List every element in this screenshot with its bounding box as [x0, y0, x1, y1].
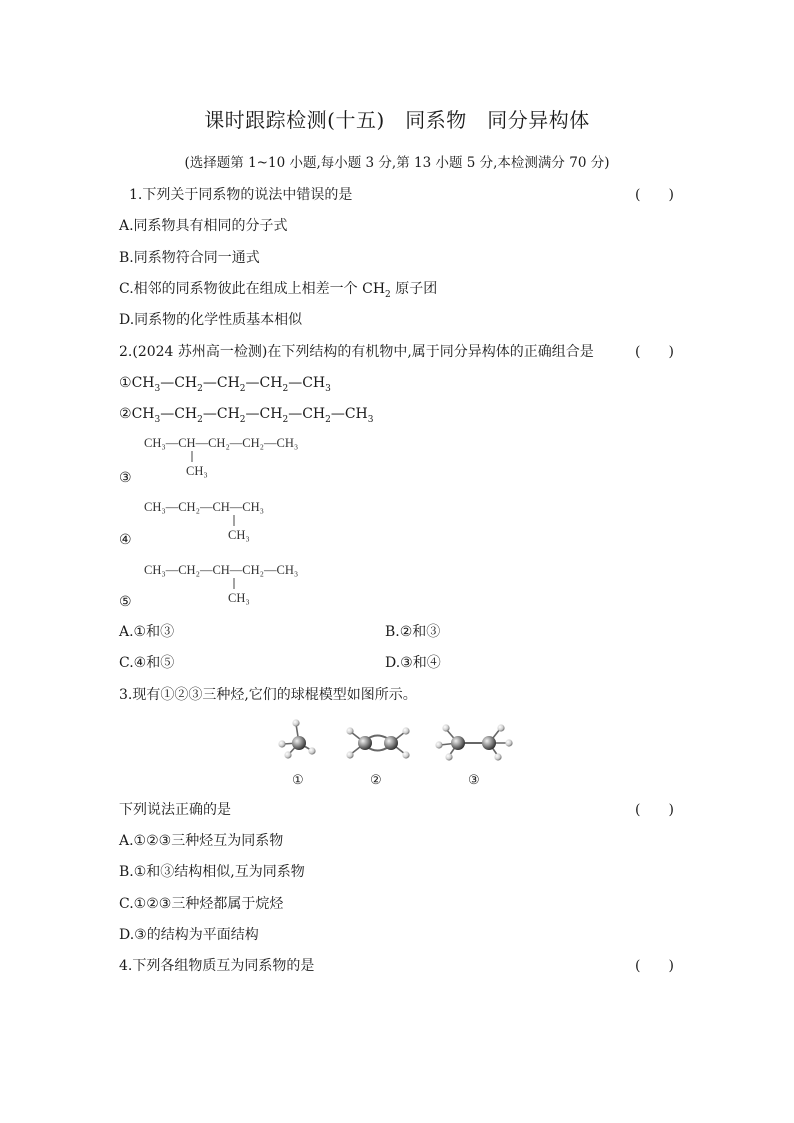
ball-and-stick-models [270, 714, 530, 790]
q2-structure-2: $②CH_3—CH_2—CH_2—CH_2—CH_2—CH_3$ [119, 406, 374, 425]
q3-answer-blank[interactable]: ( ) [635, 802, 674, 818]
structure-3-main-chain: CH₃—CH—CH₂—CH₂—CH₃ [144, 436, 299, 450]
q4-answer-blank[interactable]: ( ) [635, 958, 674, 974]
q2-stem: 2.(2024 苏州高一检测)在下列结构的有机物中,属于同分异构体的正确组合是 [119, 344, 594, 360]
q3-option-a: A.①②③三种烃互为同系物 [119, 833, 284, 849]
q3-option-c: C.①②③三种烃都属于烷烃 [119, 896, 284, 912]
q1-answer-blank[interactable]: ( ) [635, 187, 674, 203]
ethane-model [435, 724, 512, 760]
q2-option-d: D.③和④ [385, 655, 441, 671]
q1-option-c: C.相邻的同系物彼此在组成上相差一个 $CH_2$ 原子团 [119, 281, 438, 300]
q2-answer-blank[interactable]: ( ) [635, 344, 674, 360]
q1-option-a: A.同系物具有相同的分子式 [119, 218, 288, 234]
q2-option-a: A.①和③ [119, 624, 175, 640]
structure-4-branch: CH₃ [228, 528, 250, 542]
q2-structure-4-number: ④ [119, 532, 132, 548]
q1-stem: 1.下列关于同系物的说法中错误的是 [129, 187, 353, 203]
model-3-label: ③ [468, 772, 480, 787]
q3-option-b: B.①和③结构相似,互为同系物 [119, 864, 305, 880]
structure-3-branch: CH₃ [186, 464, 208, 478]
q2-structure-3-number: ③ [119, 470, 132, 486]
q1-option-b: B.同系物符合同一通式 [119, 250, 260, 266]
q2-structure-1: $①CH_3—CH_2—CH_2—CH_2—CH_3$ [119, 375, 331, 394]
model-2-label: ② [370, 772, 382, 787]
structure-5-main-chain: CH₃—CH₂—CH—CH₂—CH₃ [144, 563, 299, 577]
model-1-label: ① [292, 772, 304, 787]
page-subtitle: (选择题第 1~10 小题,每小题 3 分,第 13 小题 5 分,本检测满分 70 分) [184, 155, 610, 171]
q2-option-b: B.②和③ [385, 624, 441, 640]
structure-4-main-chain: CH₃—CH₂—CH—CH₃ [144, 500, 265, 514]
ethylene-model [346, 727, 409, 758]
q4-stem: 4.下列各组物质互为同系物的是 [119, 958, 315, 974]
structure-5-branch: CH₃ [228, 591, 250, 605]
q2-structure-4-formula [140, 494, 340, 544]
q2-structure-3-formula [140, 430, 360, 480]
q2-option-c: C.④和⑤ [119, 655, 175, 671]
methane-model [278, 719, 315, 758]
q3-stem: 3.现有①②③三种烃,它们的球棍模型如图所示。 [119, 687, 417, 703]
page-title: 课时跟踪检测(十五) 同系物 同分异构体 [204, 108, 590, 132]
q2-structure-5-number: ⑤ [119, 594, 132, 610]
q3-option-d: D.③的结构为平面结构 [119, 927, 259, 943]
q2-structure-5-formula [140, 557, 360, 607]
q1-option-d: D.同系物的化学性质基本相似 [119, 312, 303, 328]
q3-stem-2: 下列说法正确的是 [119, 802, 231, 818]
